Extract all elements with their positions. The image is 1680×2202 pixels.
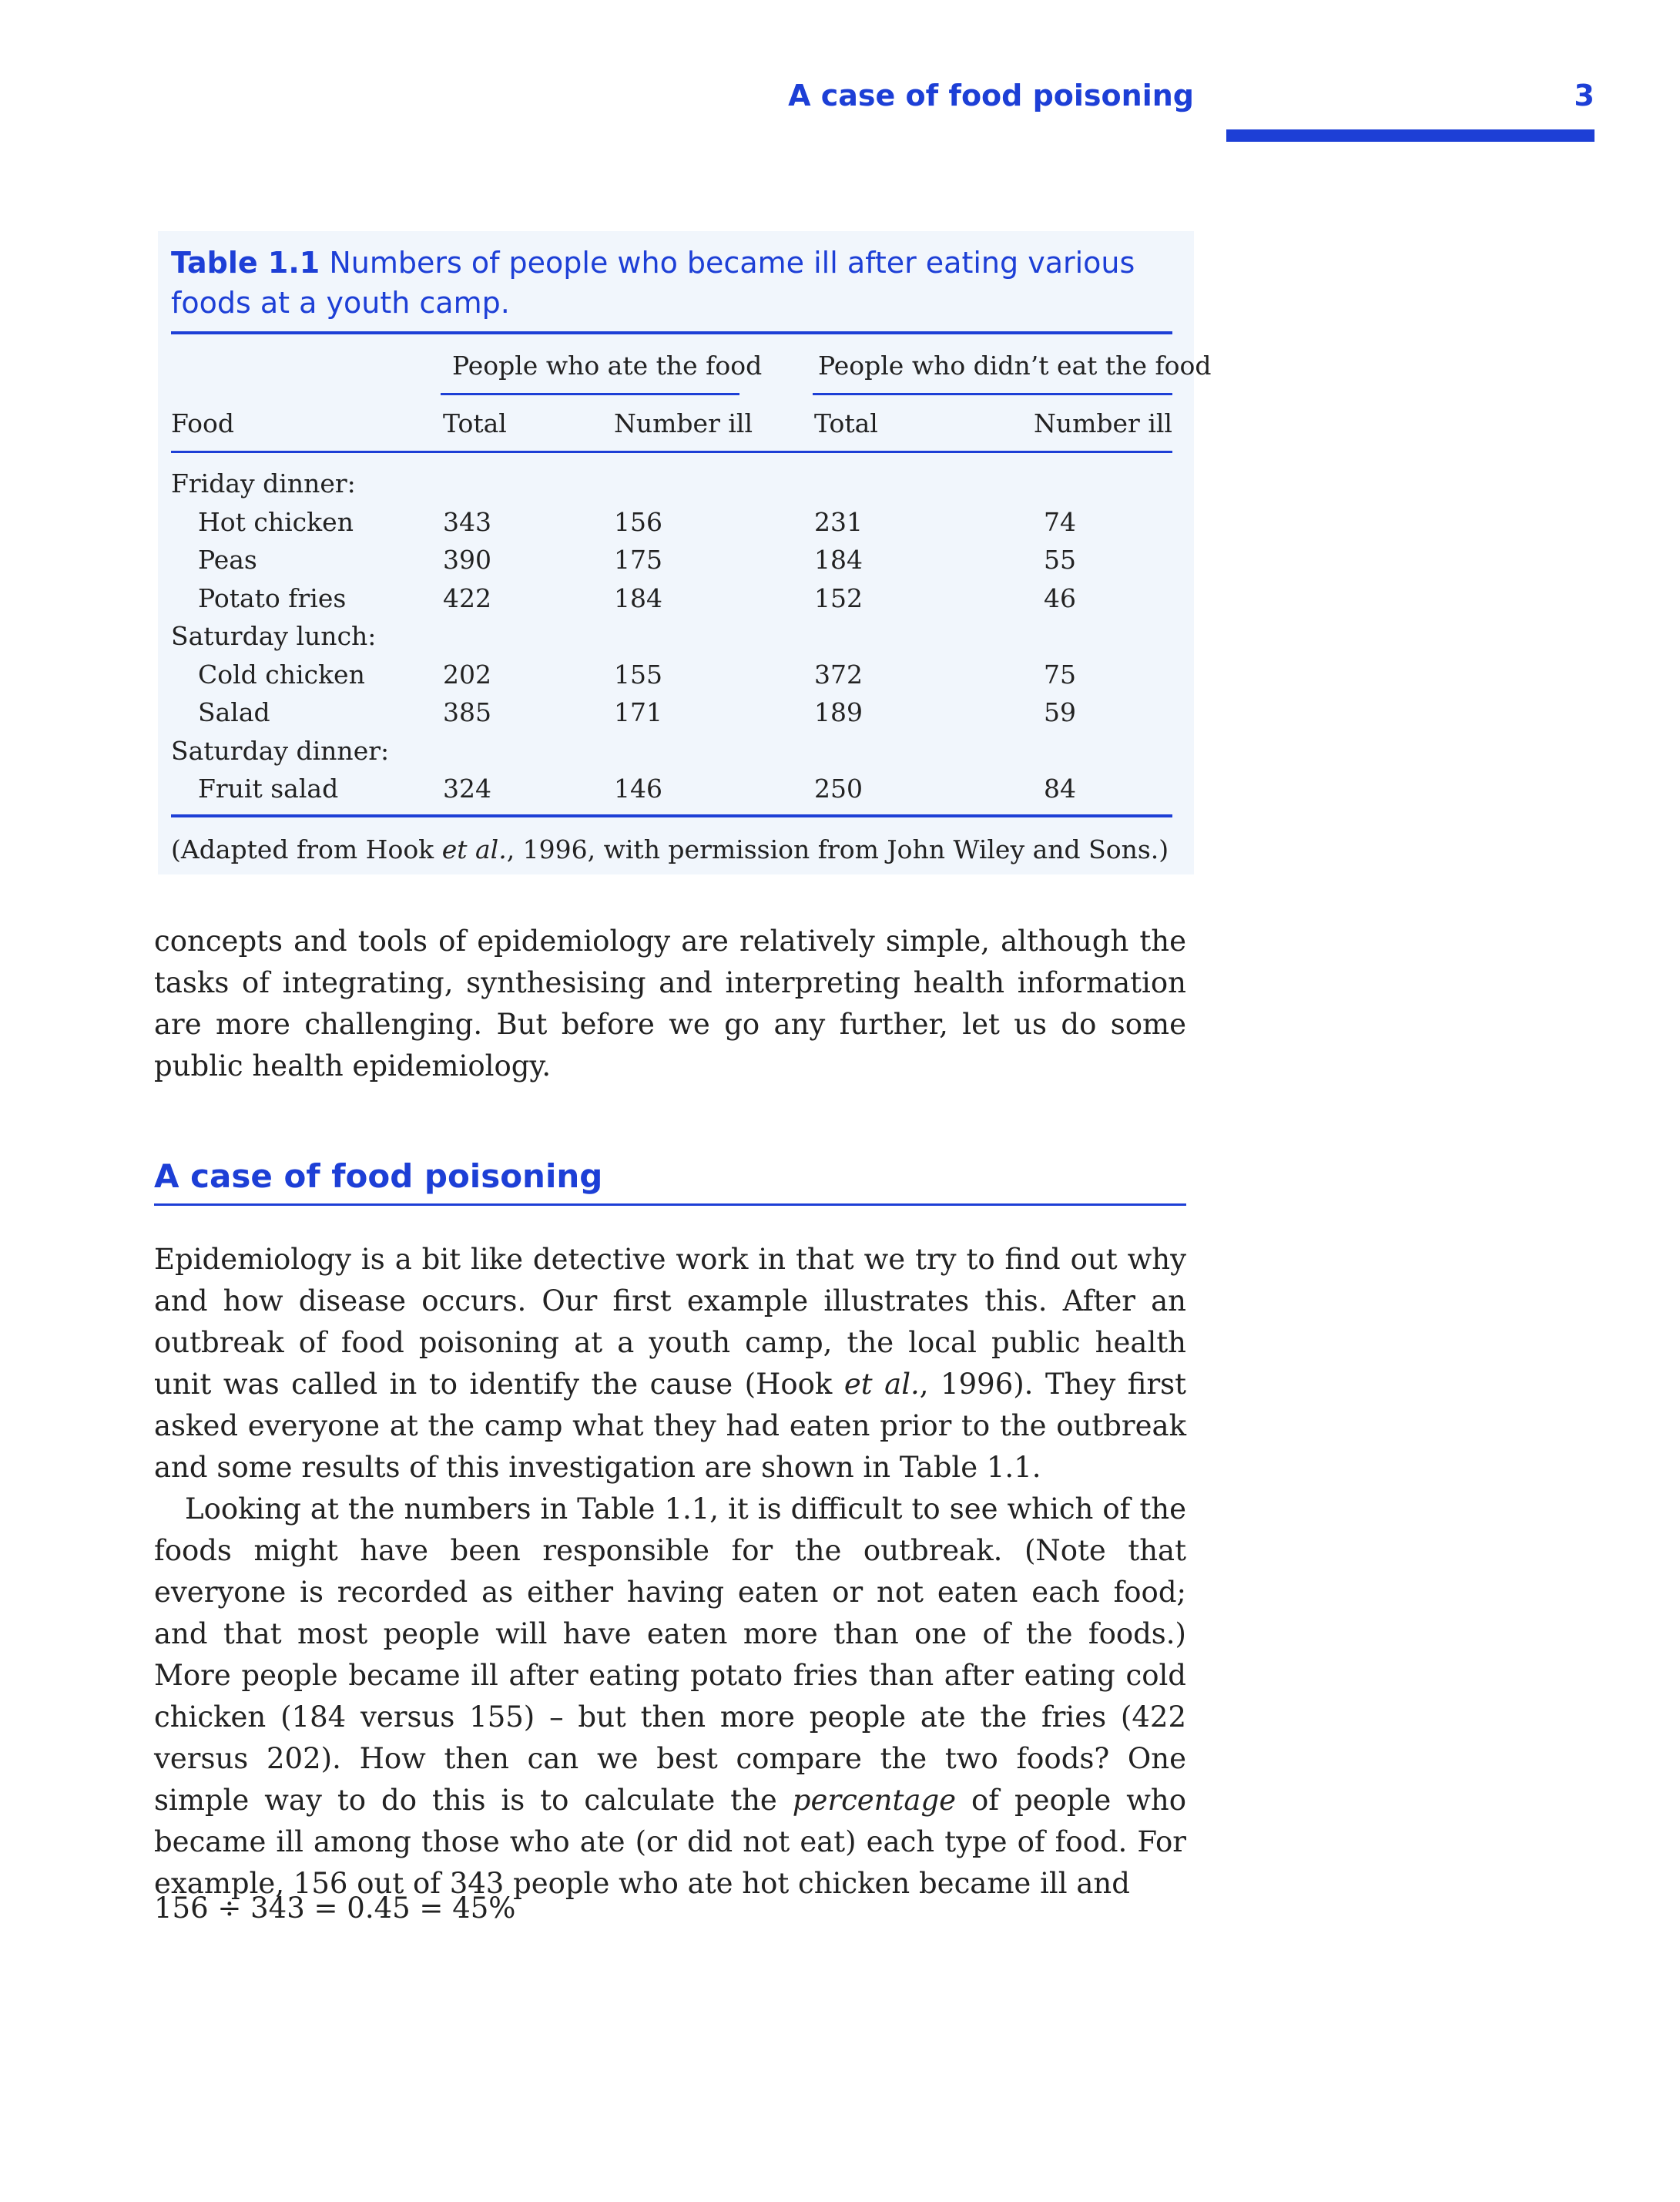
page-number: 3: [1574, 79, 1594, 112]
food-name: Potato fries: [198, 583, 347, 613]
ate-ill: 156: [614, 507, 662, 537]
table-top-rule: [171, 331, 1172, 334]
section-body: [154, 1239, 1186, 1905]
ate-total: 343: [443, 507, 491, 537]
para1-italic: et al.: [843, 1368, 920, 1401]
food-name: Fruit salad: [198, 774, 339, 804]
section-label: Friday dinner:: [171, 468, 356, 498]
not-ill: 74: [1044, 507, 1076, 537]
intro-paragraph: concepts and tools of epidemiology are relatively simple, although the tasks of integrating, synthesising and interpreting health information are more challenging. But before we go any further, let us do some public health epidemiology.: [154, 925, 1186, 1083]
column-header-ate-total: Total: [443, 408, 507, 438]
ate-ill: 175: [614, 545, 662, 575]
para1-part2: , 1996). They first asked everyone at the camp what they had eaten prior to the outbreak and some results of this investigation are shown in Table 1.1.: [154, 1368, 1186, 1484]
not-total: 372: [814, 660, 863, 690]
equation: 156 ÷ 343 = 0.45 = 45%: [154, 1892, 516, 1925]
not-ill: 75: [1044, 660, 1076, 690]
ate-total: 390: [443, 545, 491, 575]
para2-part1: Looking at the numbers in Table 1.1, it is difficult to see which of the foods might have been responsible for the outbreak. (Note that everyone is recorded as either having eaten or not eaten each food; and that most people will have eaten more than one of the foods.) More people became ill after eating potato fries than after eating cold chicken (184 versus 155) – but then more people ate the fries (422 versus 202). How then can we best compare the two foods? One simple way to do this is to calculate the: [154, 1492, 1186, 1817]
table-caption: [171, 243, 1172, 323]
header-rule: [1226, 129, 1594, 142]
group-header-not-ate: People who didn’t eat the food: [818, 351, 1212, 381]
para1-part1: Epidemiology is a bit like detective work in that we try to find out why and how disease occurs. Our first example illustrates this. After an outbreak of food poisoning at a youth camp, the local public health unit was called in to identify the cause (Hook: [154, 1243, 1186, 1401]
column-header-ate-ill: Number ill: [614, 408, 753, 438]
column-header-not-total: Total: [814, 408, 878, 438]
table-source-note: [171, 834, 1169, 865]
ate-total: 202: [443, 660, 491, 690]
not-total: 231: [814, 507, 863, 537]
ate-total: 422: [443, 583, 491, 613]
running-head-title: A case of food poisoning: [788, 79, 1194, 112]
para2-italic: percentage: [792, 1784, 957, 1817]
body-paragraph-1: [154, 1239, 1186, 1489]
table-caption-label: Table 1.1: [171, 246, 320, 280]
food-name: Hot chicken: [198, 507, 354, 537]
group-rule-ate: [441, 393, 739, 395]
not-total: 250: [814, 774, 863, 804]
ate-ill: 146: [614, 774, 662, 804]
source-note-after: , 1996, with permission from John Wiley and Sons.): [506, 834, 1169, 864]
not-total: 152: [814, 583, 863, 613]
not-total: 184: [814, 545, 863, 575]
table-bottom-rule: [171, 814, 1172, 817]
ate-ill: 171: [614, 697, 662, 727]
not-ill: 84: [1044, 774, 1076, 804]
section-rule: [154, 1203, 1186, 1206]
ate-ill: 184: [614, 583, 662, 613]
food-name: Cold chicken: [198, 660, 365, 690]
body-paragraph-2: [154, 1489, 1186, 1905]
section-label: Saturday lunch:: [171, 621, 377, 651]
section-label: Saturday dinner:: [171, 736, 390, 766]
ate-ill: 155: [614, 660, 662, 690]
not-ill: 55: [1044, 545, 1076, 575]
source-note-before: (Adapted from Hook: [171, 834, 442, 864]
not-total: 189: [814, 697, 863, 727]
not-ill: 59: [1044, 697, 1076, 727]
section-heading: A case of food poisoning: [154, 1157, 603, 1195]
para2-part2: of people who became ill among those who ate (or did not eat) each type of food. For example, 156 out of 343 people who ate hot chicken became ill and: [154, 1784, 1186, 1900]
group-header-ate: People who ate the food: [452, 351, 763, 381]
table-caption-text: Numbers of people who became ill after eating various foods at a youth camp.: [171, 246, 1135, 320]
ate-total: 324: [443, 774, 491, 804]
ate-total: 385: [443, 697, 491, 727]
column-header-not-ill: Number ill: [1033, 408, 1172, 438]
source-note-italic: et al.: [441, 834, 507, 864]
column-header-food: Food: [171, 408, 234, 438]
intro-paragraph-block: [154, 921, 1186, 1087]
not-ill: 46: [1044, 583, 1076, 613]
food-name: Salad: [198, 697, 270, 727]
group-rule-not-ate: [813, 393, 1172, 395]
table-header-rule: [171, 451, 1172, 453]
food-name: Peas: [198, 545, 257, 575]
